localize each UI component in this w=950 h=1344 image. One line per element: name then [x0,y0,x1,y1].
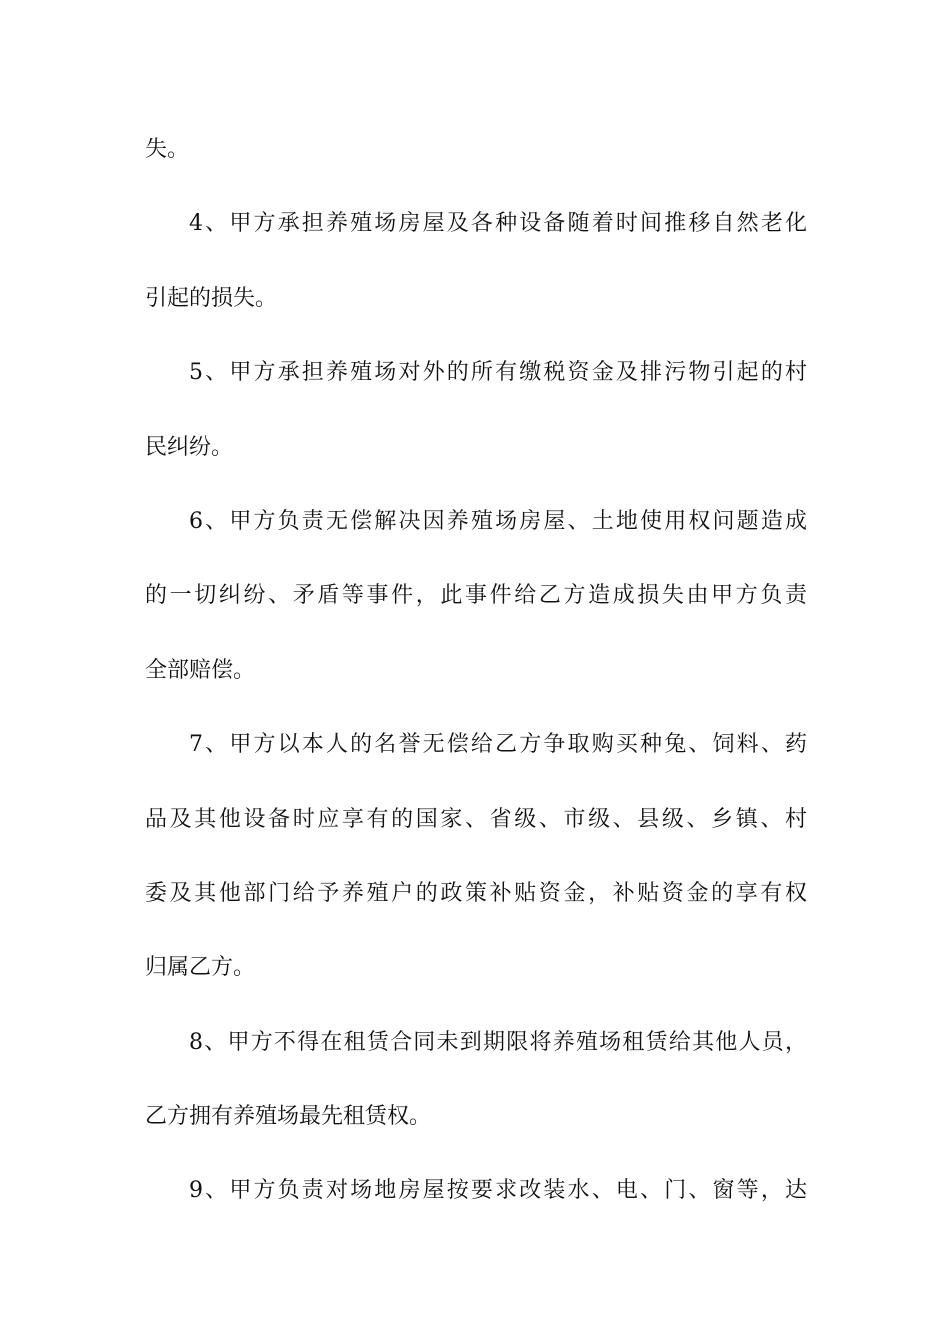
text-line: 委及其他部门给予养殖户的政策补贴资金，补贴资金的享有权 [145,880,807,906]
text-line: 乙方拥有养殖场最先租赁权。 [145,1104,432,1130]
text-line: 品及其他设备时应享有的国家、省级、市级、县级、乡镇、村 [145,806,807,832]
clause-4-start: 4、甲方承担养殖场房屋及各种设备随着时间推移自然老化 [189,211,807,237]
text-line: 全部赔偿。 [145,657,256,683]
clause-8-start: 8、甲方不得在租赁合同未到期限将养殖场租赁给其他人员， [189,1029,807,1055]
contract-body-text [145,125,807,1241]
text-line: 失。 [145,137,190,162]
text-line: 民纠纷。 [145,434,234,460]
text-line: 归属乙方。 [145,955,256,981]
clause-6-start: 6、甲方负责无偿解决因养殖场房屋、土地使用权问题造成 [189,508,807,534]
clause-7-start: 7、甲方以本人的名誉无偿给乙方争取购买种兔、饲料、药 [189,732,807,758]
clause-9-start: 9、甲方负责对场地房屋按要求改装水、电、门、窗等，达 [189,1178,807,1204]
text-line: 的一切纠纷、矛盾等事件，此事件给乙方造成损失由甲方负责 [145,583,807,609]
text-line: 引起的损失。 [145,285,278,311]
clause-5-start: 5、甲方承担养殖场对外的所有缴税资金及排污物引起的村 [189,360,807,386]
